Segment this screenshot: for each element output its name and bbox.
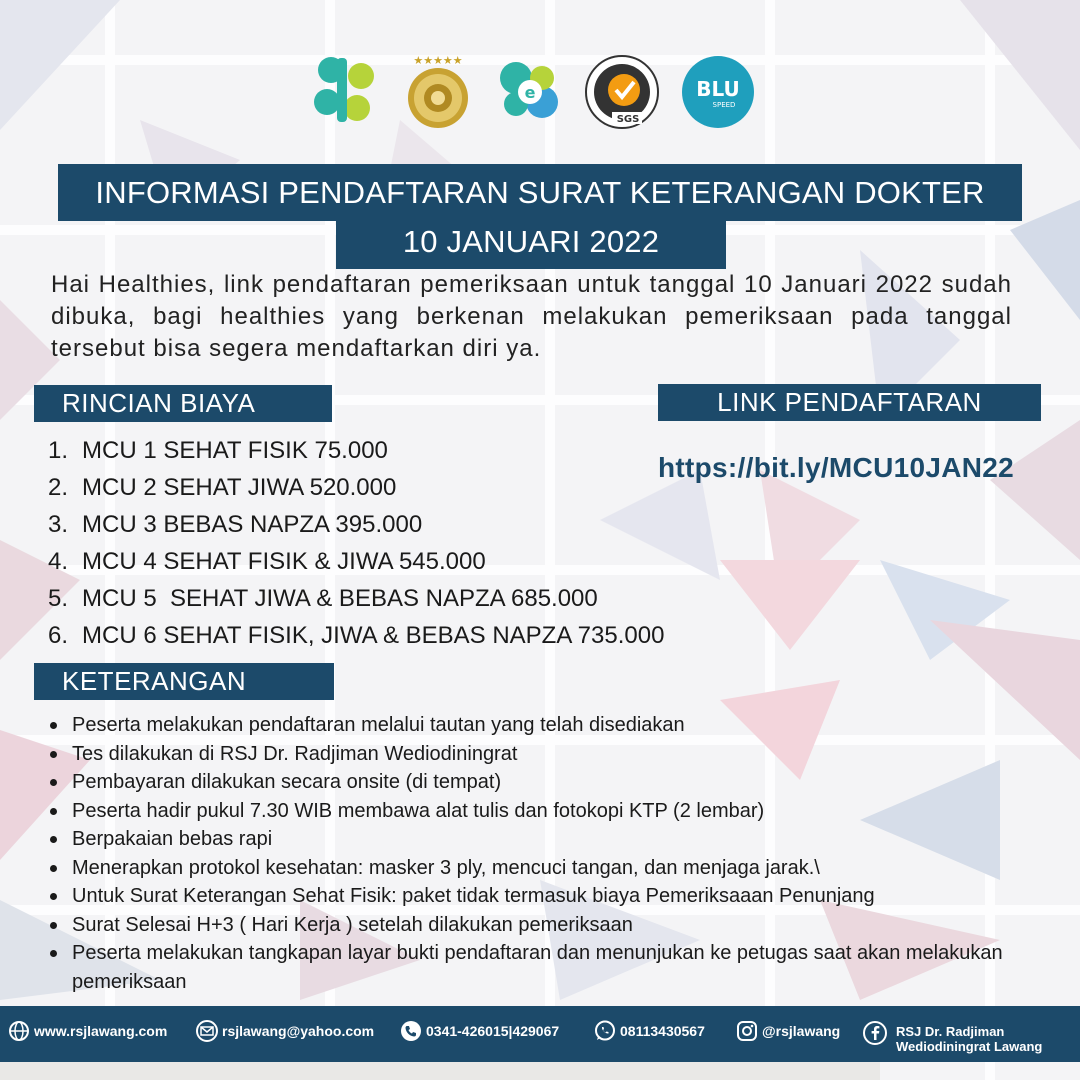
- registration-link[interactable]: https://bit.ly/MCU10JAN22: [658, 452, 1014, 483]
- note-item: [50, 768, 1030, 797]
- note-text: Menerapkan protokol kesehatan: masker 3 ply, mencuci tangan, dan menjaga jarak.\: [72, 856, 820, 879]
- instagram-icon: [736, 1020, 758, 1042]
- cost-item: [48, 506, 664, 543]
- facebook-text: [896, 1024, 1042, 1054]
- note-text: Peserta melakukan pendaftaran melalui tautan yang telah disediakan: [72, 714, 685, 736]
- cost-label: MCU 3 BEBAS NAPZA 395.000: [82, 511, 423, 538]
- bullet-icon: [50, 751, 57, 758]
- bullet-icon: [50, 836, 57, 843]
- footer-bottom-strip: [0, 1062, 880, 1080]
- cost-item: [48, 543, 664, 580]
- note-text: Surat Selesai H+3 ( Hari Kerja ) setelah dilakukan pemeriksaan: [72, 913, 633, 936]
- note-item: [50, 854, 1030, 883]
- note-text: Tes dilakukan di RSJ Dr. Radjiman Wediodiningrat: [72, 742, 518, 765]
- cost-number: 5.: [48, 585, 69, 612]
- cost-item: [48, 580, 664, 617]
- svg-text:SGS: SGS: [616, 114, 640, 125]
- note-item: [50, 740, 1030, 769]
- facebook-line-1: RSJ Dr. Radjiman: [896, 1024, 1005, 1039]
- mail-icon: [196, 1020, 218, 1042]
- cost-number: 1.: [48, 437, 69, 464]
- cost-item: [48, 469, 664, 506]
- intro-paragraph: Hai Healthies, link pendaftaran pemeriksaan untuk tanggal 10 Januari 2022 sudah dibuka, bagi healthies yang berkenan melakukan pemeriksaan pada tanggal tersebut bisa segera mendaftarkan diri ya.: [51, 271, 1012, 362]
- note-item: [50, 797, 1030, 826]
- note-text: Peserta melakukan tangkapan layar bukti pendaftaran dan menunjukan ke petugas saat akan melakukan pemeriksaan: [72, 942, 1003, 993]
- health-logo-icon: [492, 52, 568, 132]
- note-text: Pembayaran dilakukan secara onsite (di tempat): [72, 771, 502, 793]
- note-text: Peserta hadir pukul 7.30 WIB membawa alat tulis dan fotokopi KTP (2 lembar): [72, 799, 765, 822]
- kemenkes-logo-icon: [309, 52, 385, 132]
- cost-label: MCU 1 SEHAT FISIK 75.000: [82, 437, 388, 464]
- title-line-1: INFORMASI PENDAFTARAN SURAT KETERANGAN DOKTER: [58, 164, 1022, 221]
- note-item: [50, 882, 1030, 911]
- svg-text:e: e: [524, 83, 536, 102]
- instagram-text: @rsjlawang: [762, 1023, 841, 1039]
- bullet-icon: [50, 922, 57, 929]
- cost-item: [48, 432, 664, 469]
- blu-logo-subtext: SPEED: [712, 101, 736, 109]
- bullet-icon: [50, 865, 57, 872]
- title-line-2: 10 JANUARI 2022: [336, 221, 726, 269]
- cost-label: MCU 2 SEHAT JIWA 520.000: [82, 474, 397, 501]
- cost-number: 6.: [48, 622, 69, 649]
- footer-facebook[interactable]: [862, 1020, 1043, 1054]
- blu-logo-text: BLU: [696, 77, 740, 101]
- note-item: [50, 911, 1030, 940]
- svg-text:★★★★★: ★★★★★: [413, 54, 463, 67]
- keterangan-heading: KETERANGAN: [34, 663, 334, 700]
- cost-number: 2.: [48, 474, 69, 501]
- cost-label: MCU 5 SEHAT JIWA & BEBAS NAPZA 685.000: [82, 585, 598, 612]
- whatsapp-icon: [594, 1020, 616, 1042]
- phone-text: 0341-426015|429067: [426, 1023, 560, 1039]
- logo-row: [0, 52, 1080, 132]
- note-text: Untuk Surat Keterangan Sehat Fisik: paket tidak termasuk biaya Pemeriksaaan Penunjang: [72, 885, 875, 907]
- cost-item: [48, 617, 664, 654]
- blu-speed-logo-icon: [680, 52, 756, 132]
- note-text: Berpakaian bebas rapi: [72, 828, 273, 850]
- bullet-icon: [50, 893, 57, 900]
- facebook-line-2: Wediodiningrat Lawang: [896, 1039, 1043, 1054]
- quality-seal-icon: [400, 52, 476, 132]
- bullet-icon: [50, 779, 57, 786]
- note-item: [50, 825, 1030, 854]
- sgs-certification-icon: [584, 52, 660, 132]
- cost-number: 3.: [48, 511, 69, 538]
- footer-bar: [0, 1006, 1080, 1062]
- cost-list: [48, 432, 664, 654]
- globe-icon: [8, 1020, 30, 1042]
- email-text: rsjlawang@yahoo.com: [222, 1023, 375, 1039]
- bullet-icon: [50, 722, 57, 729]
- cost-label: MCU 4 SEHAT FISIK & JIWA 545.000: [82, 548, 486, 575]
- biaya-heading: RINCIAN BIAYA: [34, 385, 332, 422]
- note-item: [50, 939, 1030, 996]
- whatsapp-text: 08113430567: [620, 1023, 705, 1039]
- facebook-icon: [862, 1020, 888, 1046]
- note-item: [50, 711, 1030, 740]
- cost-number: 4.: [48, 548, 69, 575]
- phone-icon: [400, 1020, 422, 1042]
- cost-label: MCU 6 SEHAT FISIK, JIWA & BEBAS NAPZA 735.000: [82, 622, 665, 649]
- bullet-icon: [50, 950, 57, 957]
- note-list: [50, 711, 1030, 996]
- link-heading: LINK PENDAFTARAN: [658, 384, 1041, 421]
- website-text: www.rsjlawang.com: [34, 1023, 168, 1039]
- bullet-icon: [50, 808, 57, 815]
